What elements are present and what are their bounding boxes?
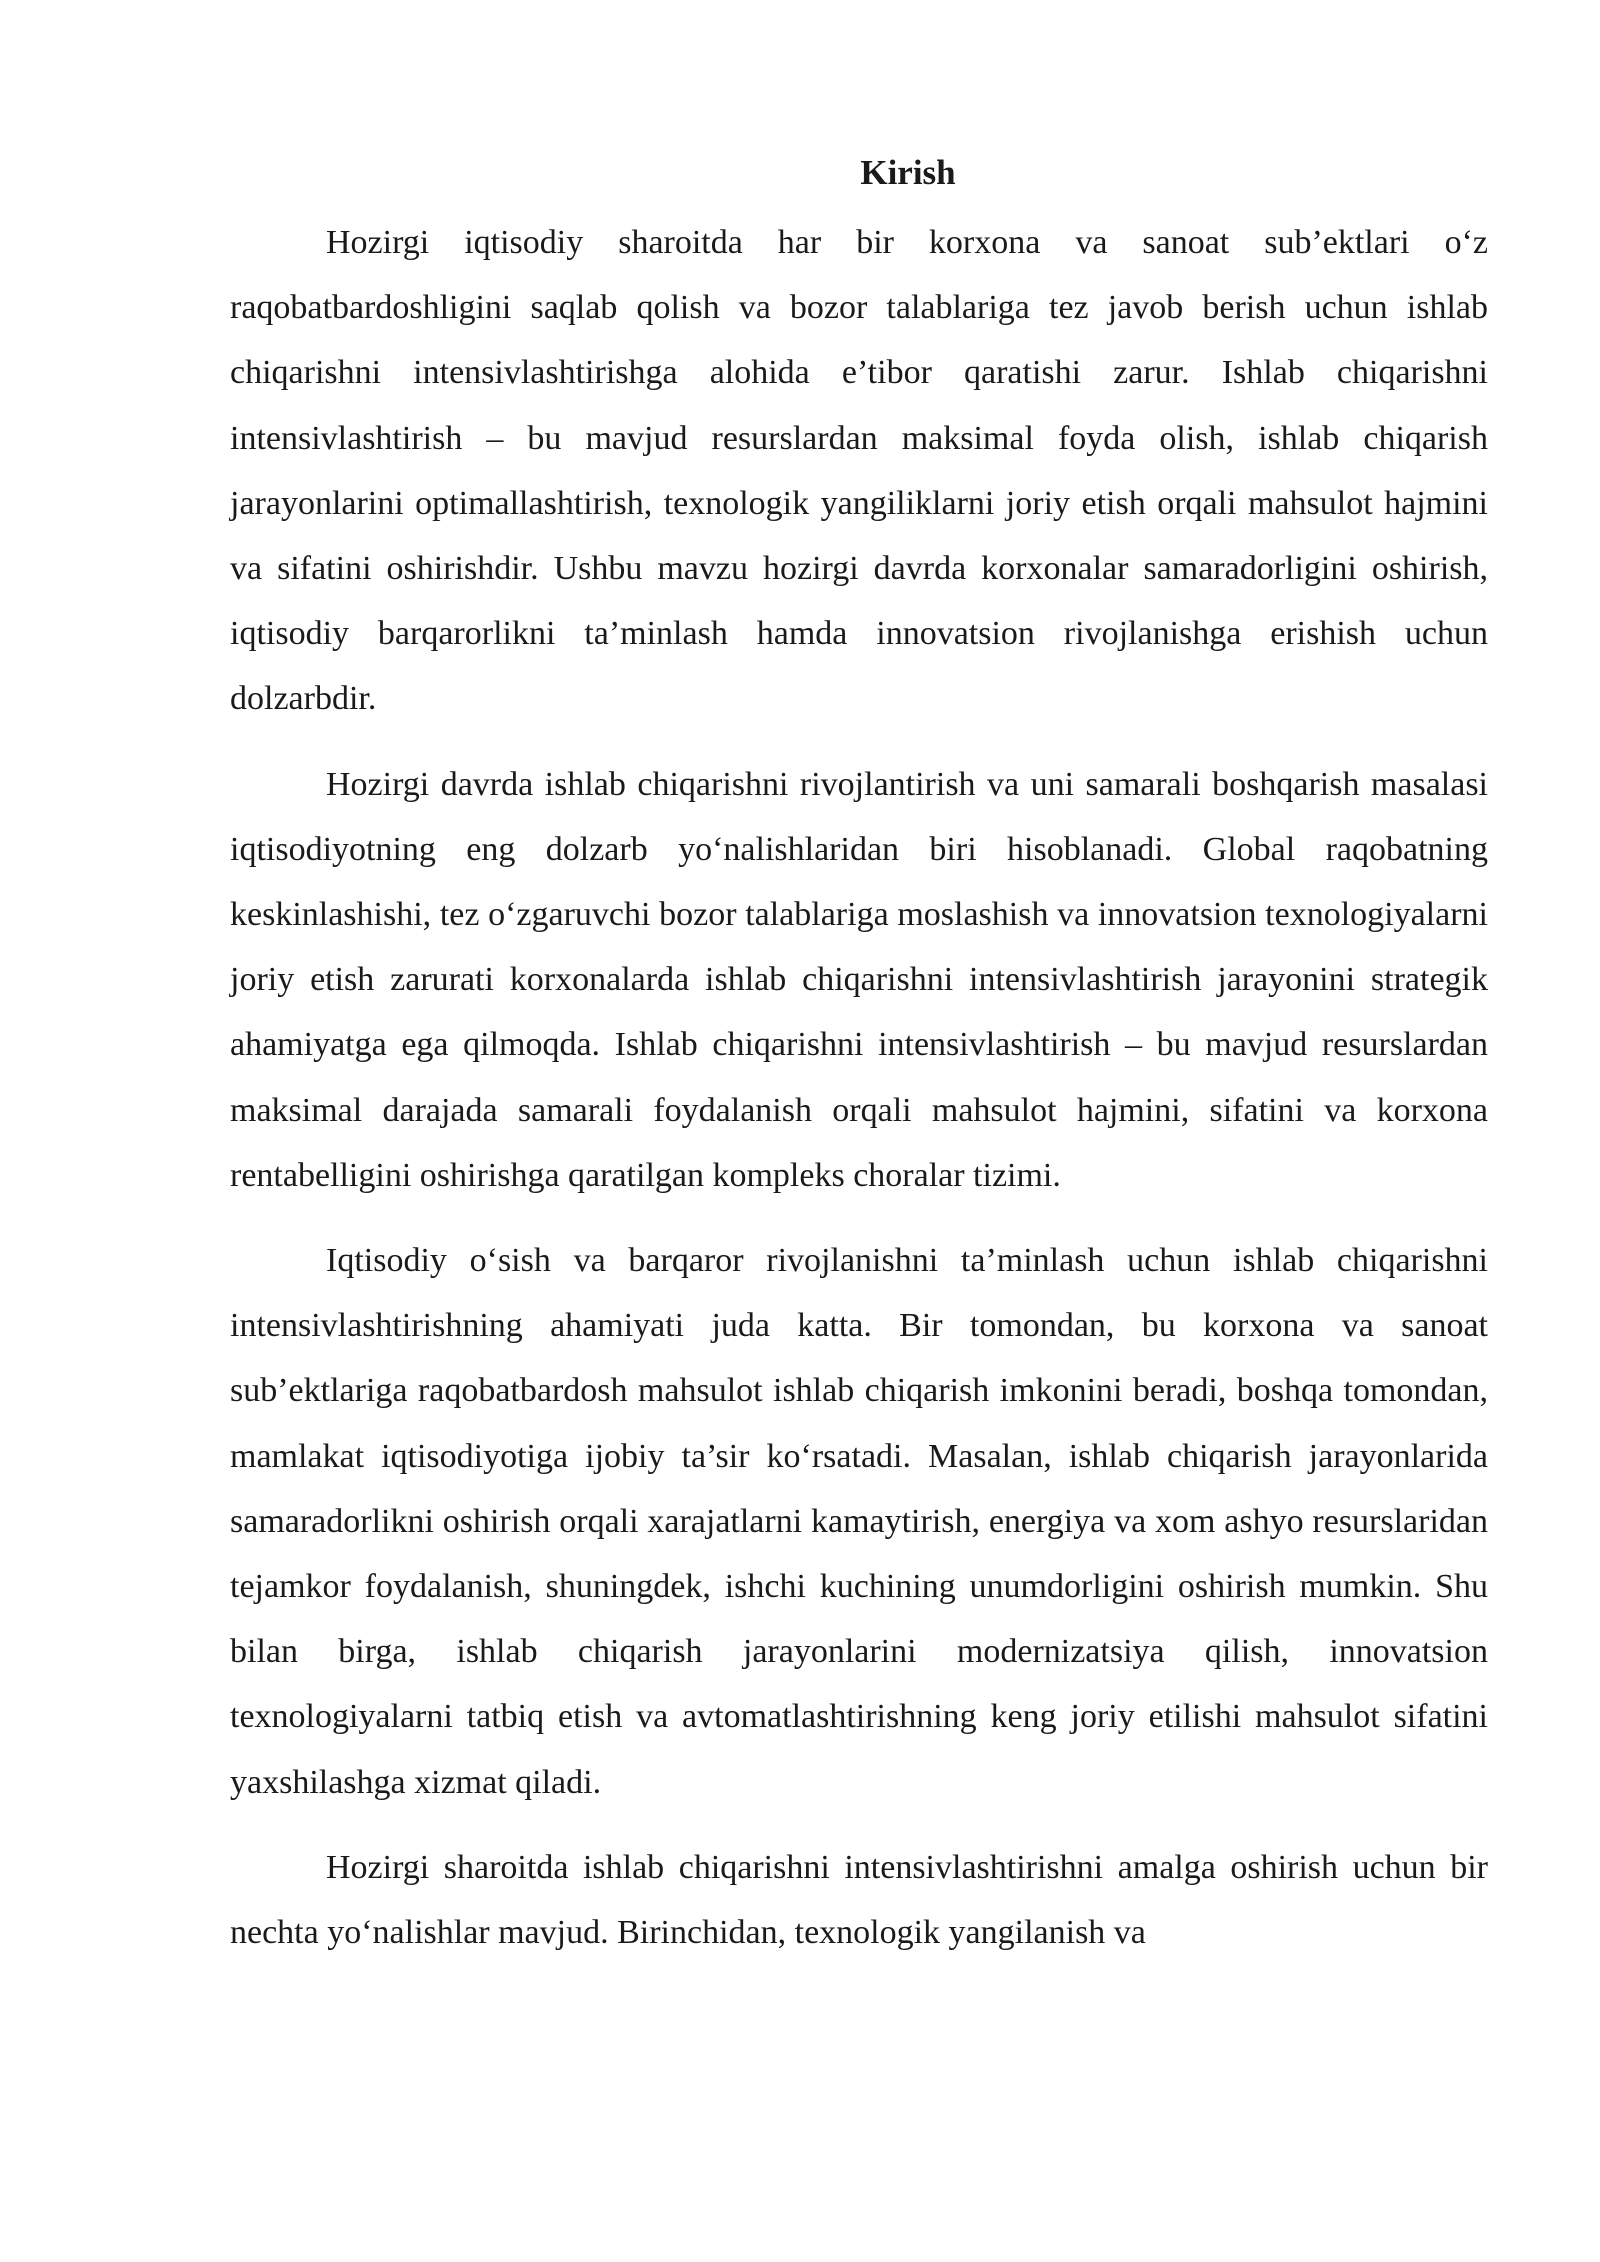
paragraph-4: Hozirgi sharoitda ishlab chiqarishni intensivlashtirishni amalga oshirish uchun bir nechta yo‘nalishlar mavjud. Birinchidan, texnologik yangilanish va (230, 1848, 1488, 1952)
paragraph-3: Iqtisodiy o‘sish va barqaror rivojlanishni ta’minlash uchun ishlab chiqarishni intensivlashtirishning ahamiyati juda katta. Bir tomondan, bu korxona va sanoat sub’ektlariga raqobatbardosh mahsulot ishlab chiqarish imkonini beradi, boshqa tomondan, mamlakat iqtisodiyotiga ijobiy ta’sir ko‘rsatadi. Masalan, ishlab chiqarish jarayonlarida samaradorlikni oshirish orqali xarajatlarni kamaytirish, energiya va xom ashyo resurslaridan tejamkor foydalanish, shuningdek, ishchi kuchining unumdorligini oshirish mumkin. Shu bilan birga, ishlab chiqarish jarayonlarini modernizatsiya qilish, innovatsion texnologiyalarni tatbiq etish va avtomatlashtirishning keng joriy etilishi mahsulot sifatini yaxshilashga xizmat qiladi. (230, 1242, 1488, 1801)
paragraph-2: Hozirgi davrda ishlab chiqarishni rivojlantirish va uni samarali boshqarish masalasi iqtisodiyotning eng dolzarb yo‘nalishlaridan biri hisoblanadi. Global raqobatning keskinlashishi, tez o‘zgaruvchi bozor talablariga moslashish va innovatsion texnologiyalarni joriy etish zarurati korxonalarda ishlab chiqarishni intensivlashtirish jarayonini strategik ahamiyatga ega qilmoqda. Ishlab chiqarishni intensivlashtirish – bu mavjud resurslardan maksimal darajada samarali foydalanish orqali mahsulot hajmini, sifatini va korxona rentabelligini oshirishga qaratilgan kompleks choralar tizimi. (230, 765, 1488, 1194)
section-heading: Kirish (860, 153, 956, 192)
paragraph-1: Hozirgi iqtisodiy sharoitda har bir korxona va sanoat sub’ektlari o‘z raqobatbardoshligini saqlab qolish va bozor talablariga tez javob berish uchun ishlab chiqarishni intensivlashtirishga alohida e’tibor qaratishi zarur. Ishlab chiqarishni intensivlashtirish – bu mavjud resurslardan maksimal foyda olish, ishlab chiqarish jarayonlarini optimallashtirish, texnologik yangiliklarni joriy etish orqali mahsulot hajmini va sifatini oshirishdir. Ushbu mavzu hozirgi davrda korxonalar samaradorligini oshirish, iqtisodiy barqarorlikni ta’minlash hamda innovatsion rivojlanishga erishish uchun dolzarbdir. (230, 224, 1488, 718)
document-body (230, 148, 1488, 1985)
